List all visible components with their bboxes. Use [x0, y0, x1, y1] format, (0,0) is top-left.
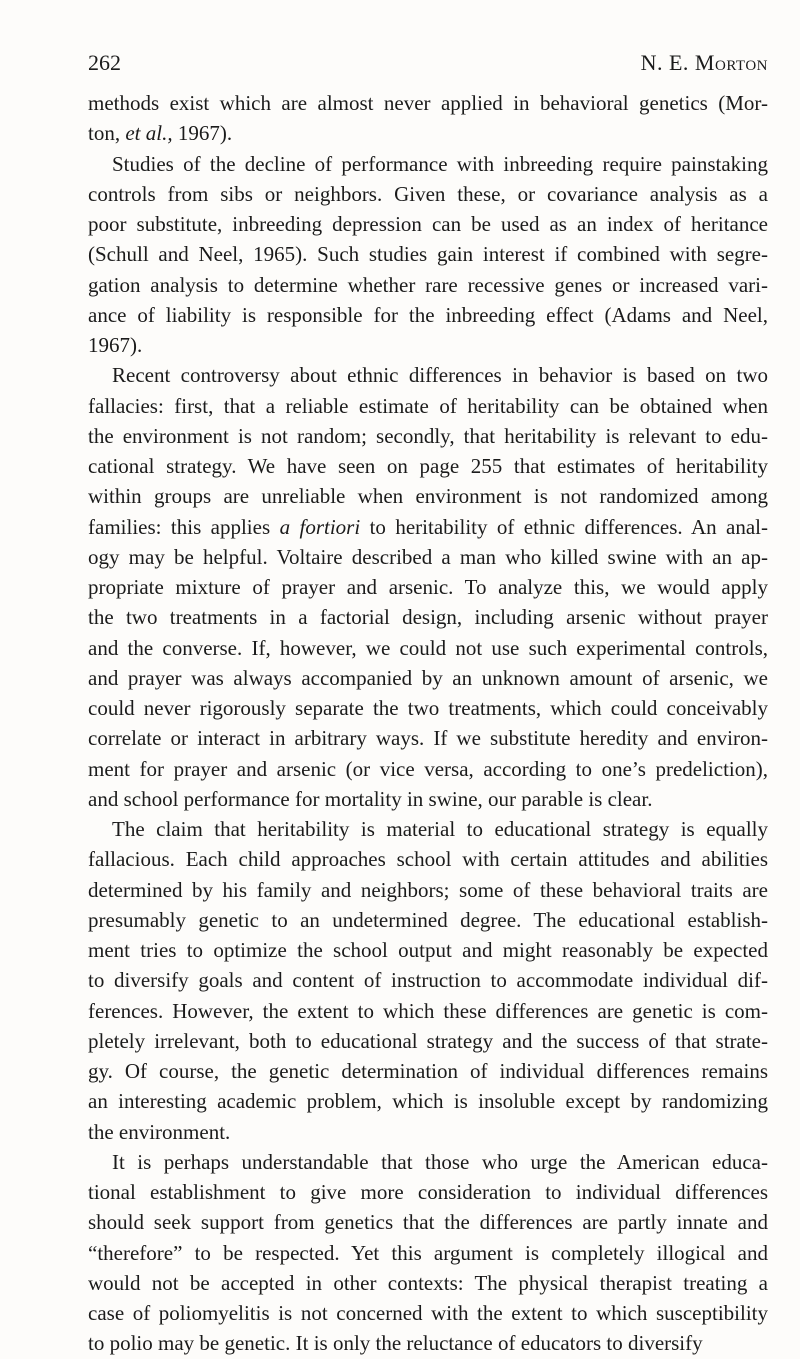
text-line: and the converse. If, however, we could not use such experimental controls,: [88, 635, 768, 660]
text-line: (Schull and Neel, 1965). Such studies gain interest if combined with segre-: [88, 242, 768, 267]
text-line: would not be accepted in other contexts: The physical therapist treating a: [88, 1270, 768, 1295]
text-segment: ton,: [88, 121, 126, 146]
text-line: fallacious. Each child approaches school with certain attitudes and abilities: [88, 847, 768, 872]
text-line: poor substitute, inbreeding depression can be used as an index of heritance: [88, 212, 768, 236]
paragraph: [88, 360, 768, 814]
body-text: [88, 88, 768, 1359]
text-line: 1967).: [88, 333, 143, 357]
text-line: controls from sibs or neighbors. Given these, or covariance analysis as a: [88, 181, 768, 206]
text-line: [88, 118, 768, 148]
text-line: to diversify goals and content of instruction to accommodate individual dif-: [88, 968, 768, 993]
text-line: ment tries to optimize the school output and might reasonably be expected: [88, 938, 768, 962]
text-line: “therefore” to be respected. Yet this argument is completely illogical and: [88, 1240, 768, 1265]
text-line: ferences. However, the extent to which these differences are genetic is com-: [88, 998, 768, 1023]
text-segment: to heritability of ethnic differences. An anal-: [360, 514, 768, 539]
text-line: It is perhaps understandable that those who urge the American educa-: [112, 1149, 768, 1174]
text-line: [88, 512, 768, 542]
text-line: should seek support from genetics that the differences are partly innate and: [88, 1210, 768, 1235]
text-line: the environment is not random; secondly, that heritability is relevant to edu-: [88, 423, 768, 448]
text-line: methods exist which are almost never applied in behavioral genetics (Mor-: [88, 91, 768, 115]
text-line: and school performance for mortality in swine, our parable is clear.: [88, 786, 653, 811]
text-line: could never rigorously separate the two treatments, which could conceivably: [88, 696, 768, 720]
text-line: determined by his family and neighbors; some of these behavioral traits are: [88, 877, 768, 902]
text-line: to polio may be genetic. It is only the reluctance of educators to diversify: [88, 1331, 703, 1356]
text-line: ogy may be helpful. Voltaire described a man who killed swine with an ap-: [88, 544, 768, 569]
text-line: propriate mixture of prayer and arsenic. To analyze this, we would apply: [88, 575, 768, 599]
text-line: the environment.: [88, 1119, 231, 1144]
text-line: cational strategy. We have seen on page 255 that estimates of heritability: [88, 454, 768, 478]
text-line: Recent controversy about ethnic differences in behavior is based on two: [112, 363, 768, 388]
text-line: fallacies: first, that a reliable estimate of heritability can be obtained when: [88, 393, 768, 418]
text-line: presumably genetic to an undetermined degree. The educational establish-: [88, 907, 768, 932]
text-line: ance of liability is responsible for the inbreeding effect (Adams and Neel,: [88, 302, 768, 327]
italic-text: et al.,: [125, 121, 173, 146]
paragraph: [88, 1147, 768, 1359]
text-line: and prayer was always accompanied by an unknown amount of arsenic, we: [88, 665, 768, 690]
text-line: the two treatments in a factorial design, including arsenic without prayer: [88, 605, 768, 630]
text-line: correlate or interact in arbitrary ways. If we substitute heredity and environ-: [88, 726, 768, 751]
text-line: pletely irrelevant, both to educational strategy and the success of that strate-: [88, 1028, 768, 1053]
paragraph: [88, 149, 768, 361]
page-header: [88, 50, 768, 76]
running-head: N. E. Morton: [640, 50, 768, 75]
text-segment: families: this applies: [88, 514, 280, 539]
text-line: The claim that heritability is material to educational strategy is equally: [112, 817, 768, 841]
text-line: gation analysis to determine whether rare recessive genes or increased vari-: [88, 272, 768, 297]
text-line: case of poliomyelitis is not concerned with the extent to which susceptibility: [88, 1301, 768, 1325]
text-line: within groups are unreliable when environment is not randomized among: [88, 484, 768, 509]
paragraph: [88, 88, 768, 149]
text-line: an interesting academic problem, which is insoluble except by randomizing: [88, 1089, 768, 1114]
text-line: tional establishment to give more consideration to individual differences: [88, 1180, 768, 1204]
text-line: gy. Of course, the genetic determination of individual differences remains: [88, 1059, 768, 1083]
page-number: 262: [88, 50, 121, 75]
italic-text: a fortiori: [279, 514, 361, 539]
text-line: Studies of the decline of performance with inbreeding require painstaking: [112, 151, 768, 176]
text-segment: 1967).: [172, 121, 233, 146]
paragraph: [88, 814, 768, 1147]
text-line: ment for prayer and arsenic (or vice versa, according to one’s predeliction),: [88, 756, 768, 781]
